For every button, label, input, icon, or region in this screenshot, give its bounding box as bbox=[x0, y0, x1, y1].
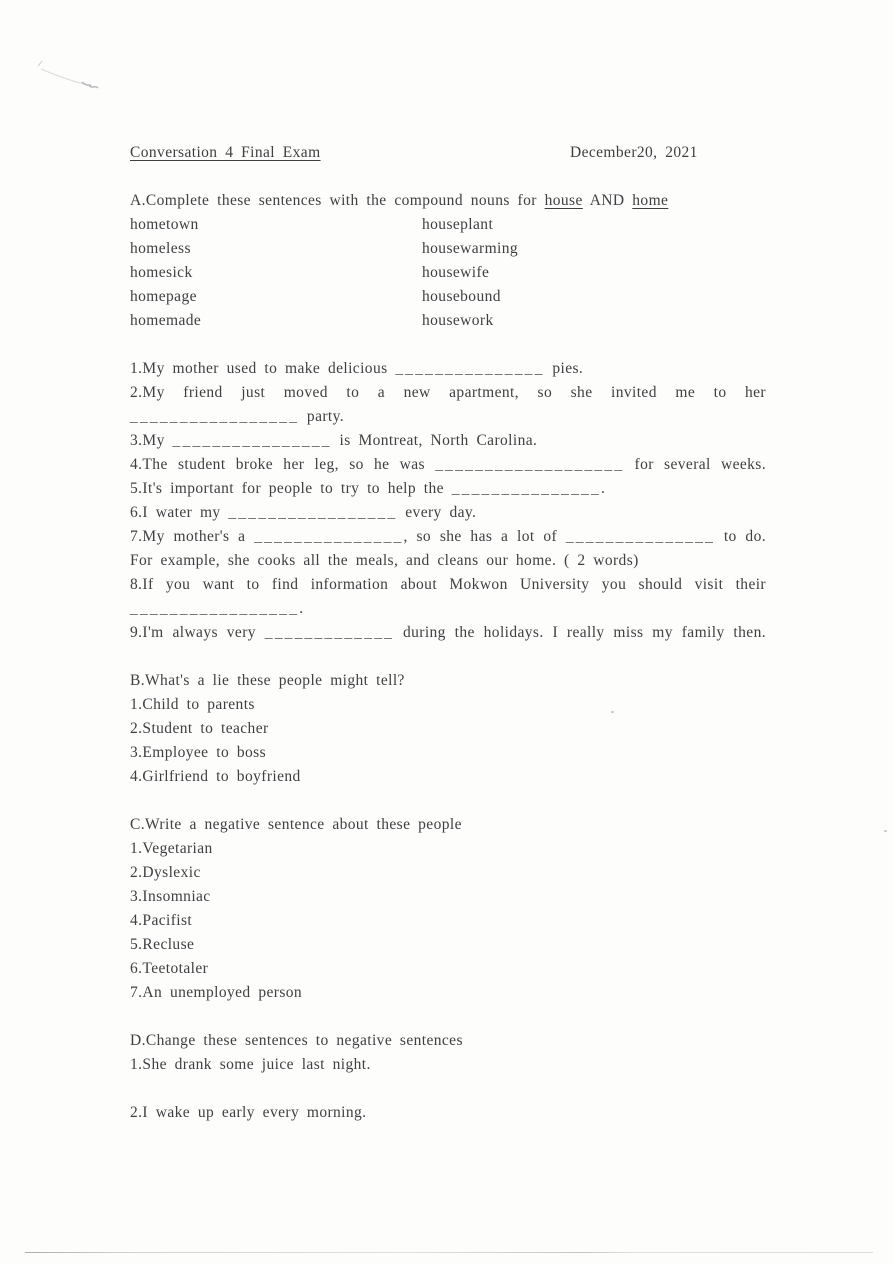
question-line: 8.If you want to find information about Mokwon University you should visit their bbox=[130, 576, 766, 593]
list-item: 1.Child to parents bbox=[130, 696, 255, 713]
word-bank-item: houseplant bbox=[422, 216, 494, 233]
question-line: 5.It's important for people to try to help the _______________. bbox=[130, 480, 606, 497]
list-item: 7.An unemployed person bbox=[130, 984, 303, 1001]
question-line: 1.My mother used to make delicious _______________ pies. bbox=[130, 360, 584, 377]
pencil-scribble bbox=[30, 55, 120, 100]
section-a-questions bbox=[130, 357, 766, 645]
word-bank-item: housewife bbox=[422, 264, 490, 281]
word-bank-row bbox=[130, 285, 766, 309]
question-line: 3.My ________________ is Montreat, North Carolina. bbox=[130, 432, 538, 449]
section-b bbox=[130, 669, 766, 789]
word-bank-item: housework bbox=[422, 312, 494, 329]
word-bank-item: hometown bbox=[130, 216, 199, 233]
word-bank-item: homepage bbox=[130, 288, 197, 305]
section-d-heading: D.Change these sentences to negative sentences bbox=[130, 1032, 463, 1049]
question-line: _________________. bbox=[130, 600, 304, 617]
list-item: 6.Teetotaler bbox=[130, 960, 209, 977]
list-item: 2.Dyslexic bbox=[130, 864, 201, 881]
word-bank-item: homemade bbox=[130, 312, 202, 329]
section-a-heading-prefix: A.Complete these sentences with the compound nouns for bbox=[130, 192, 545, 209]
word-bank-row bbox=[130, 309, 766, 333]
word-bank-row bbox=[130, 237, 766, 261]
section-c bbox=[130, 813, 766, 1005]
word-bank-item: housewarming bbox=[422, 240, 519, 257]
list-item: 3.Insomniac bbox=[130, 888, 211, 905]
underlined-word-house: house bbox=[544, 192, 583, 209]
section-a-heading bbox=[130, 189, 766, 213]
section-b-heading: B.What's a lie these people might tell? bbox=[130, 672, 405, 689]
scan-speck bbox=[884, 830, 887, 832]
exam-date: December20, 2021 bbox=[570, 144, 698, 161]
page-header bbox=[130, 141, 766, 165]
word-bank-item: homesick bbox=[130, 264, 193, 281]
question-line: 6.I water my _________________ every day. bbox=[130, 504, 477, 521]
list-item: 3.Employee to boss bbox=[130, 744, 267, 761]
list-item: 5.Recluse bbox=[130, 936, 195, 953]
question-line: For example, she cooks all the meals, and cleans our home. ( 2 words) bbox=[130, 552, 639, 569]
scan-edge-line bbox=[25, 1252, 873, 1253]
question-line: 7.My mother's a _______________, so she has a lot of _______________ to do. bbox=[130, 528, 767, 545]
section-d bbox=[130, 1029, 766, 1125]
question-line: 4.The student broke her leg, so he was ___________________ for several weeks. bbox=[130, 456, 766, 473]
scan-speck bbox=[611, 711, 614, 713]
question-line: 2.My friend just moved to a new apartment, so she invited me to her bbox=[130, 384, 766, 401]
word-bank-row bbox=[130, 261, 766, 285]
word-bank bbox=[130, 213, 766, 333]
question-line: _________________ party. bbox=[130, 408, 345, 425]
word-bank-item: housebound bbox=[422, 288, 501, 305]
word-bank-row bbox=[130, 213, 766, 237]
list-item: 1.Vegetarian bbox=[130, 840, 213, 857]
word-bank-item: homeless bbox=[130, 240, 191, 257]
list-item: 2.I wake up early every morning. bbox=[130, 1104, 367, 1121]
list-item: 1.She drank some juice last night. bbox=[130, 1056, 371, 1073]
section-c-heading: C.Write a negative sentence about these people bbox=[130, 816, 462, 833]
section-a-heading-connector: AND bbox=[582, 192, 633, 209]
question-line: 9.I'm always very _____________ during the holidays. I really miss my family then. bbox=[130, 624, 766, 641]
list-item: 2.Student to teacher bbox=[130, 720, 269, 737]
underlined-word-home: home bbox=[632, 192, 669, 209]
page-title: Conversation 4 Final Exam bbox=[130, 144, 321, 161]
list-item: 4.Pacifist bbox=[130, 912, 193, 929]
list-item: 4.Girlfriend to boyfriend bbox=[130, 768, 301, 785]
